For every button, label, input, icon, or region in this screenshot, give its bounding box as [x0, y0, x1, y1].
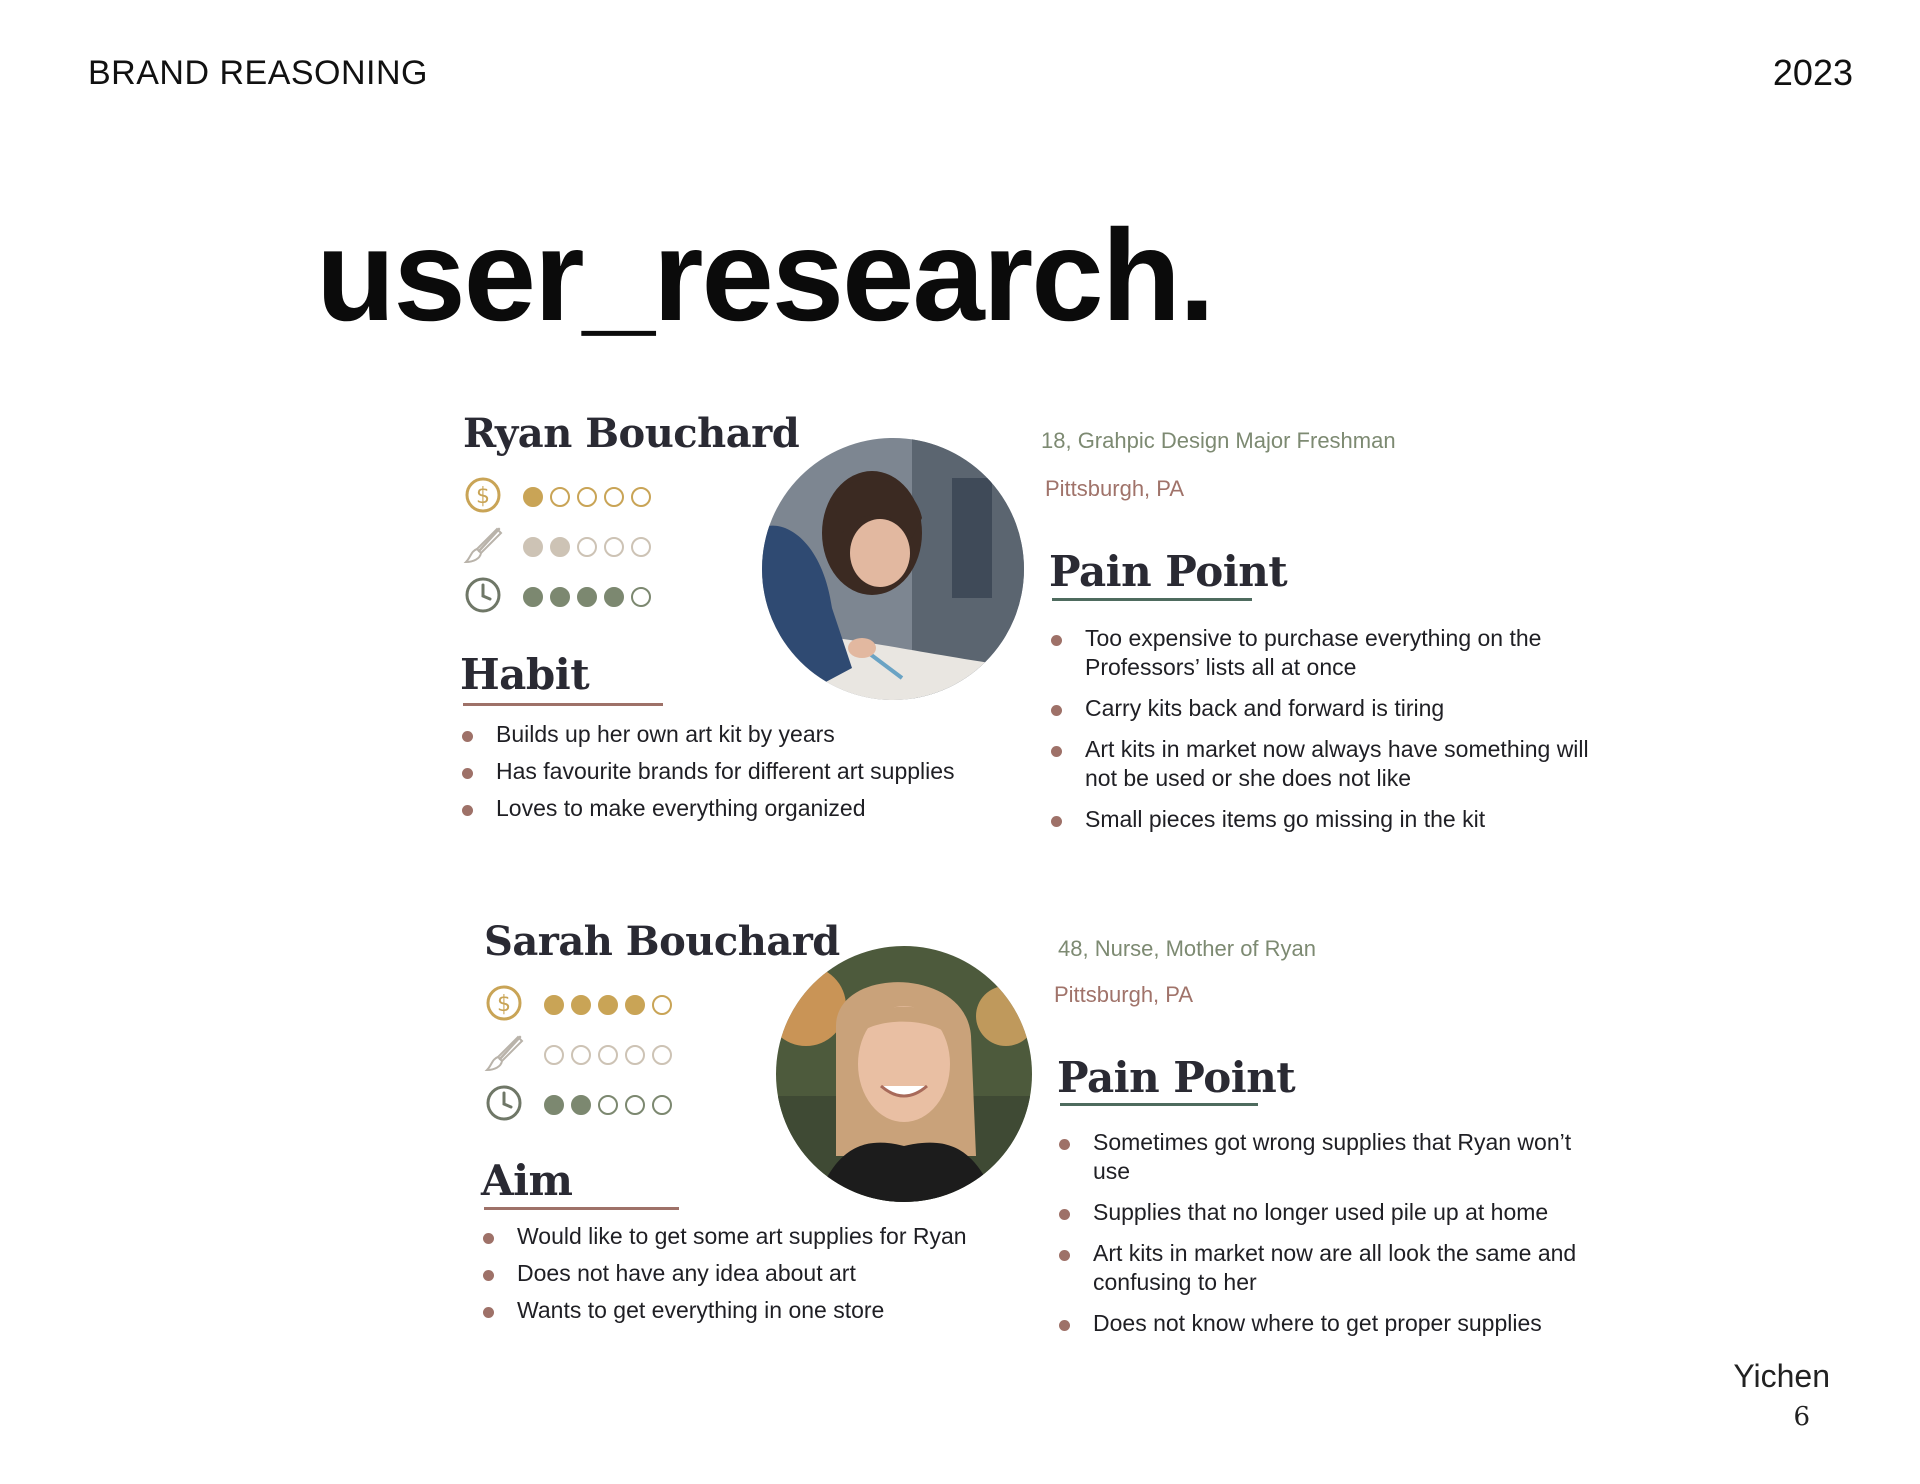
rating-dot-filled [577, 587, 597, 607]
list-item: Would like to get some art supplies for Ryan [481, 1222, 1041, 1251]
rating-dot-empty [631, 537, 651, 557]
rating-dot-empty [604, 537, 624, 557]
rating-dot-filled [523, 587, 543, 607]
rating-dot-empty [598, 1045, 618, 1065]
rating-dot-empty [577, 537, 597, 557]
rating-dots [523, 587, 651, 607]
rating-dot-filled [571, 1095, 591, 1115]
rating-row-art-skill [484, 1030, 672, 1080]
rating-dot-empty [631, 487, 651, 507]
author-signature: Yichen [1733, 1358, 1830, 1394]
rating-dot-filled [523, 537, 543, 557]
rating-row-art-skill [463, 522, 651, 572]
rating-dot-empty [571, 1045, 591, 1065]
pain-point-item: Small pieces items go missing in the kit [1049, 805, 1609, 834]
pain-point-item: Carry kits back and forward is tiring [1049, 694, 1609, 723]
rating-dot-empty [544, 1045, 564, 1065]
rating-row-time [463, 572, 651, 622]
paintbrush-icon [484, 1033, 544, 1078]
rating-dot-empty [625, 1045, 645, 1065]
persona-location: Pittsburgh, PA [1054, 982, 1193, 1007]
rating-dot-empty [652, 1095, 672, 1115]
rating-dots [544, 1045, 672, 1065]
rating-dot-empty [577, 487, 597, 507]
svg-text:$: $ [497, 991, 511, 1017]
dollar-icon [463, 475, 523, 520]
rating-dot-filled [604, 587, 624, 607]
habit-heading: Habit [460, 650, 590, 699]
rating-block [463, 472, 651, 622]
pain-point-item: Too expensive to purchase everything on the Professors’ lists all at once [1049, 624, 1609, 682]
rating-row-budget [484, 980, 672, 1030]
dollar-icon [484, 983, 544, 1028]
rating-row-time [484, 1080, 672, 1130]
rating-dot-filled [544, 1095, 564, 1115]
rating-dot-empty [652, 1045, 672, 1065]
list-item: Has favourite brands for different art supplies [460, 757, 1040, 786]
habit-list [460, 720, 1040, 831]
habit-underline [463, 703, 663, 706]
list-item: Loves to make everything organized [460, 794, 1040, 823]
aim-underline [484, 1207, 679, 1210]
rating-dot-empty [604, 487, 624, 507]
clock-icon [484, 1083, 544, 1128]
rating-dot-filled [625, 995, 645, 1015]
persona-meta: 18, Grahpic Design Major Freshman [1041, 428, 1396, 453]
rating-dots [544, 995, 672, 1015]
persona-name: Ryan Bouchard [463, 410, 800, 457]
pain-point-item: Art kits in market now are all look the same and confusing to her [1057, 1239, 1597, 1297]
rating-dot-filled [571, 995, 591, 1015]
header-year: 2023 [1772, 52, 1853, 93]
list-item: Does not have any idea about art [481, 1259, 1041, 1288]
header-section-label: BRAND REASONING [88, 54, 428, 92]
rating-row-budget [463, 472, 651, 522]
rating-dot-empty [631, 587, 651, 607]
list-item: Builds up her own art kit by years [460, 720, 1040, 749]
paintbrush-icon [463, 525, 523, 570]
pain-point-list [1049, 624, 1609, 846]
page-number: 6 [1793, 1402, 1810, 1432]
aim-heading: Aim [481, 1156, 573, 1205]
persona-name: Sarah Bouchard [484, 918, 840, 965]
pain-point-heading: Pain Point [1049, 547, 1288, 596]
rating-dot-empty [652, 995, 672, 1015]
pain-point-heading: Pain Point [1057, 1053, 1296, 1102]
rating-dot-empty [598, 1095, 618, 1115]
rating-dot-filled [544, 995, 564, 1015]
pain-point-underline [1052, 598, 1252, 601]
aim-list [481, 1222, 1041, 1333]
persona-location: Pittsburgh, PA [1045, 476, 1184, 501]
page-title: user_research. [316, 202, 1214, 348]
pain-point-item: Art kits in market now always have something will not be used or she does not like [1049, 735, 1609, 793]
rating-dot-filled [523, 487, 543, 507]
pain-point-underline [1060, 1103, 1258, 1106]
clock-icon [463, 575, 523, 620]
persona-photo-ryan [762, 438, 1024, 700]
rating-dots [544, 1095, 672, 1115]
rating-dot-empty [550, 487, 570, 507]
pain-point-item: Supplies that no longer used pile up at home [1057, 1198, 1597, 1227]
rating-dot-filled [550, 537, 570, 557]
rating-dot-filled [550, 587, 570, 607]
pain-point-item: Does not know where to get proper supplies [1057, 1309, 1597, 1338]
rating-dots [523, 537, 651, 557]
rating-dots [523, 487, 651, 507]
svg-text:$: $ [476, 483, 490, 509]
persona-meta: 48, Nurse, Mother of Ryan [1058, 936, 1317, 961]
pain-point-list [1057, 1128, 1597, 1350]
rating-dot-empty [625, 1095, 645, 1115]
rating-dot-filled [598, 995, 618, 1015]
list-item: Wants to get everything in one store [481, 1296, 1041, 1325]
persona-photo-sarah [776, 946, 1032, 1202]
rating-block [484, 980, 672, 1130]
pain-point-item: Sometimes got wrong supplies that Ryan won’t use [1057, 1128, 1597, 1186]
